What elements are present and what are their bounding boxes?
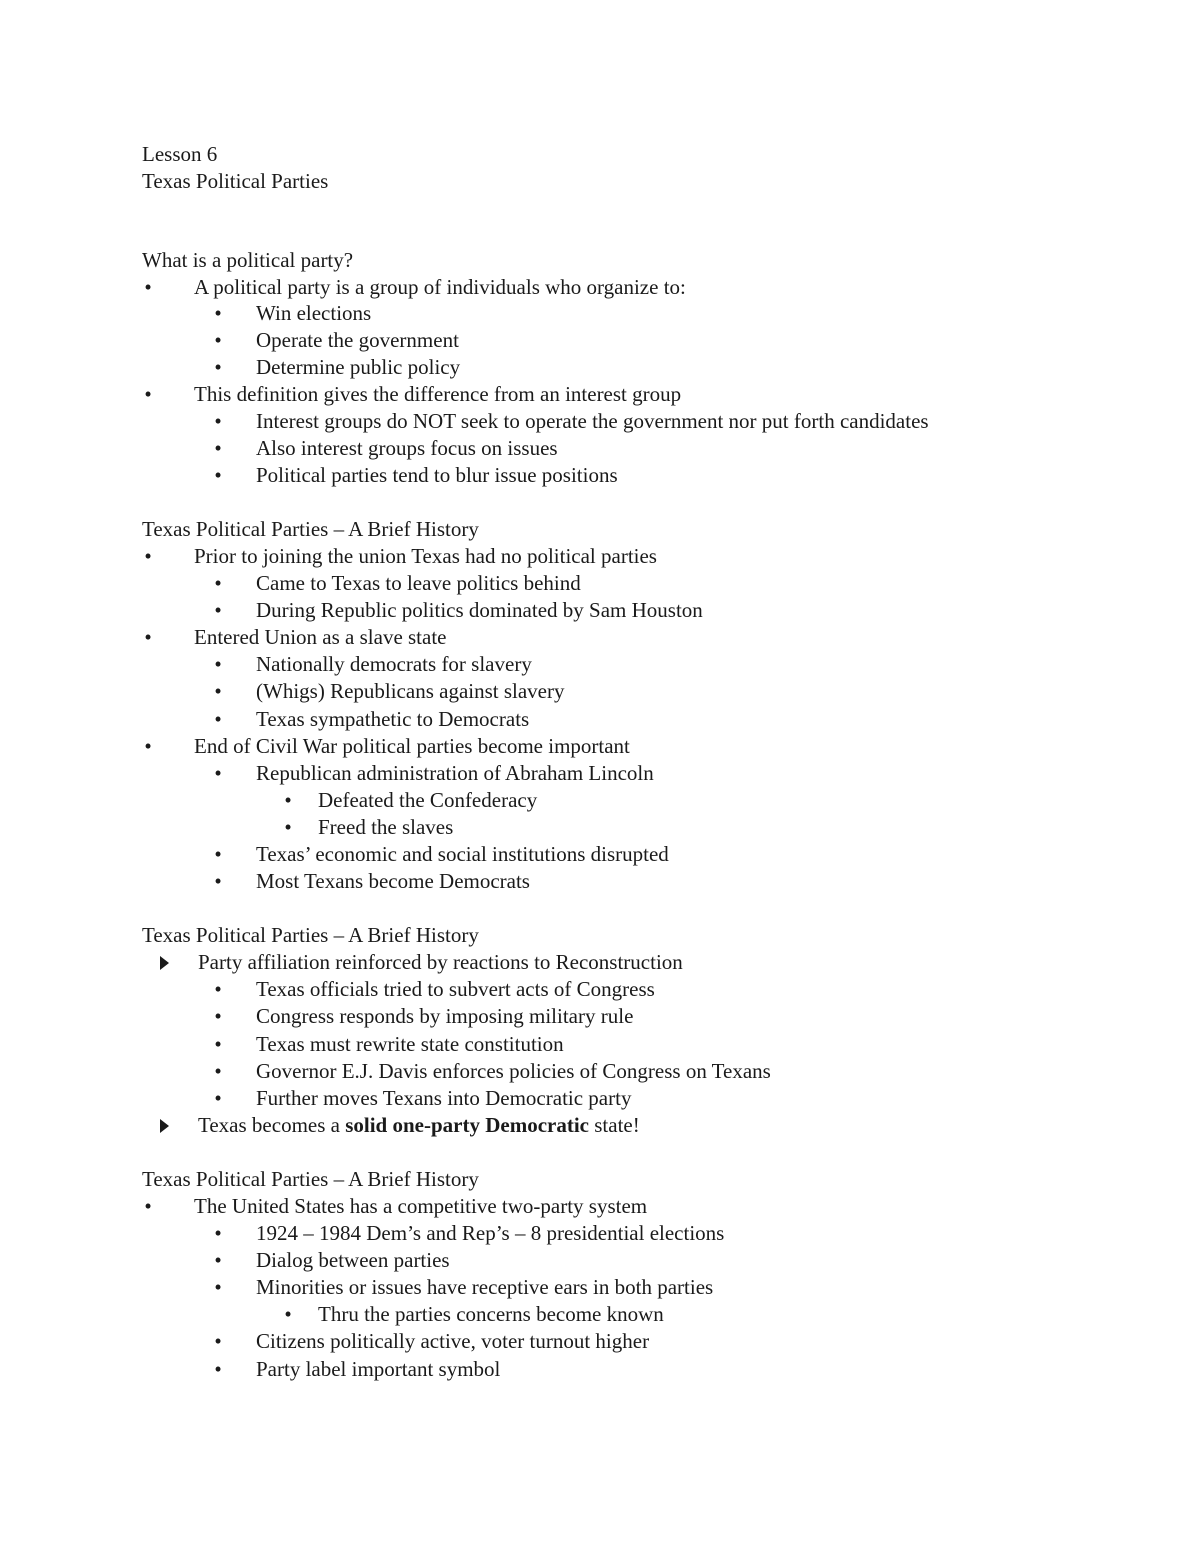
arrow-bullet-icon bbox=[160, 1119, 169, 1133]
list-item-text: Freed the slaves bbox=[318, 815, 454, 839]
list-item-text: Political parties tend to blur issue positions bbox=[256, 463, 618, 487]
list-item-text: End of Civil War political parties become important bbox=[194, 734, 630, 758]
bullet-icon: • bbox=[144, 1194, 152, 1218]
list-item-text: Congress responds by imposing military rule bbox=[256, 1004, 634, 1028]
bullet-icon: • bbox=[144, 625, 152, 649]
bullet-icon: • bbox=[144, 382, 152, 406]
bullet-icon: • bbox=[214, 652, 222, 676]
bullet-icon: • bbox=[214, 1059, 222, 1083]
arrow-bullet-icon bbox=[160, 956, 169, 970]
bullet-icon: • bbox=[214, 463, 222, 487]
list-item-text: This definition gives the difference from an interest group bbox=[194, 382, 682, 406]
list-item-text: Prior to joining the union Texas had no political parties bbox=[194, 544, 657, 568]
list-item-text: Party affiliation reinforced by reactions to Reconstruction bbox=[198, 950, 683, 974]
list-item-text: Also interest groups focus on issues bbox=[256, 436, 558, 460]
list-item-text: Party label important symbol bbox=[256, 1357, 501, 1381]
bullet-icon: • bbox=[214, 761, 222, 785]
bullet-icon: • bbox=[214, 707, 222, 731]
bullet-icon: • bbox=[214, 1248, 222, 1272]
bullet-icon: • bbox=[284, 815, 292, 839]
bullet-icon: • bbox=[284, 788, 292, 812]
list-item-text: Most Texans become Democrats bbox=[256, 869, 530, 893]
bullet-icon: • bbox=[144, 544, 152, 568]
bullet-icon: • bbox=[214, 869, 222, 893]
bullet-icon: • bbox=[214, 1275, 222, 1299]
bullet-icon: • bbox=[214, 842, 222, 866]
list-item-text: Determine public policy bbox=[256, 355, 461, 379]
list-item-text bbox=[198, 1112, 640, 1139]
list-item-text: Came to Texas to leave politics behind bbox=[256, 571, 581, 595]
section-heading: What is a political party? bbox=[142, 248, 354, 272]
bullet-icon: • bbox=[214, 1357, 222, 1381]
list-item-text: Texas sympathetic to Democrats bbox=[256, 707, 530, 731]
bullet-icon: • bbox=[214, 977, 222, 1001]
list-item-text: Texas must rewrite state constitution bbox=[256, 1032, 564, 1056]
bullet-icon: • bbox=[214, 1086, 222, 1110]
bullet-icon: • bbox=[144, 275, 152, 299]
section-heading: Texas Political Parties – A Brief History bbox=[142, 517, 479, 541]
list-item-text: Defeated the Confederacy bbox=[318, 788, 538, 812]
bullet-icon: • bbox=[214, 1329, 222, 1353]
list-item-text: Interest groups do NOT seek to operate the government nor put forth candidates bbox=[256, 409, 929, 433]
list-item-text: Texas officials tried to subvert acts of Congress bbox=[256, 977, 655, 1001]
list-item-text: 1924 – 1984 Dem’s and Rep’s – 8 presidential elections bbox=[256, 1221, 725, 1245]
document-title: Texas Political Parties bbox=[142, 169, 329, 193]
bullet-icon: • bbox=[214, 301, 222, 325]
text-suffix: state! bbox=[589, 1113, 640, 1137]
lesson-number: Lesson 6 bbox=[142, 142, 218, 166]
list-item-text: Operate the government bbox=[256, 328, 459, 352]
list-item-text: Texas’ economic and social institutions disrupted bbox=[256, 842, 669, 866]
bullet-icon: • bbox=[214, 679, 222, 703]
emphasis-text: solid one-party Democratic bbox=[345, 1113, 589, 1137]
section-heading: Texas Political Parties – A Brief History bbox=[142, 923, 479, 947]
list-item-text: Citizens politically active, voter turnout higher bbox=[256, 1329, 650, 1353]
list-item-text: Minorities or issues have receptive ears in both parties bbox=[256, 1275, 714, 1299]
list-item-text: Win elections bbox=[256, 301, 372, 325]
list-item-text: Nationally democrats for slavery bbox=[256, 652, 532, 676]
list-item-text: Dialog between parties bbox=[256, 1248, 450, 1272]
list-item-text: Entered Union as a slave state bbox=[194, 625, 447, 649]
bullet-icon: • bbox=[214, 436, 222, 460]
bullet-icon: • bbox=[284, 1302, 292, 1326]
list-item-text: (Whigs) Republicans against slavery bbox=[256, 679, 565, 703]
list-item-text: Republican administration of Abraham Lincoln bbox=[256, 761, 654, 785]
bullet-icon: • bbox=[214, 571, 222, 595]
bullet-icon: • bbox=[214, 1221, 222, 1245]
bullet-icon: • bbox=[214, 598, 222, 622]
bullet-icon: • bbox=[214, 355, 222, 379]
bullet-icon: • bbox=[214, 409, 222, 433]
list-item-text: Thru the parties concerns become known bbox=[318, 1302, 664, 1326]
list-item-text: The United States has a competitive two-party system bbox=[194, 1194, 648, 1218]
bullet-icon: • bbox=[214, 1032, 222, 1056]
list-item-text: Governor E.J. Davis enforces policies of Congress on Texans bbox=[256, 1059, 771, 1083]
text-prefix: Texas becomes a bbox=[198, 1113, 346, 1137]
bullet-icon: • bbox=[214, 1004, 222, 1028]
list-item-text: A political party is a group of individuals who organize to: bbox=[194, 275, 686, 299]
bullet-icon: • bbox=[144, 734, 152, 758]
section-heading: Texas Political Parties – A Brief History bbox=[142, 1167, 479, 1191]
list-item-text: During Republic politics dominated by Sam Houston bbox=[256, 598, 703, 622]
list-item-text: Further moves Texans into Democratic party bbox=[256, 1086, 632, 1110]
bullet-icon: • bbox=[214, 328, 222, 352]
